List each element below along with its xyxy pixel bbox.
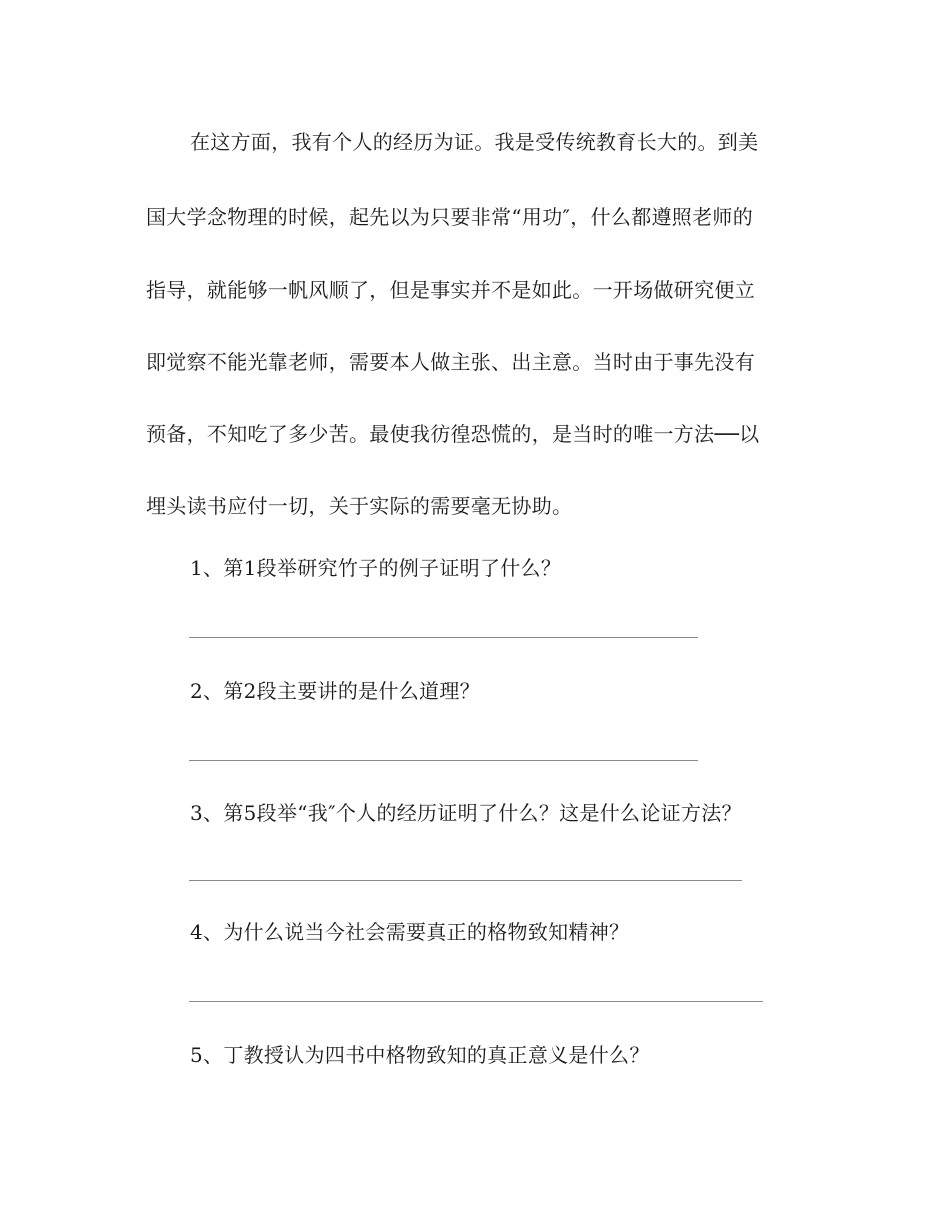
passage-line: 预备，不知吃了多少苦。最使我彷徨恐慌的，是当时的唯一方法──以 <box>146 422 760 446</box>
answer-blank-2[interactable] <box>189 760 698 761</box>
question-4: 4、为什么说当今社会需要真正的格物致知精神？ <box>190 920 630 944</box>
answer-blank-3[interactable] <box>189 880 742 881</box>
passage-line: 埋头读书应付一切，关于实际的需要毫无协助。 <box>146 494 573 518</box>
question-1: 1、第1段举研究竹子的例子证明了什么？ <box>190 556 562 580</box>
question-2: 2、第2段主要讲的是什么道理？ <box>190 679 480 703</box>
answer-blank-1[interactable] <box>189 637 698 638</box>
question-5: 5、丁教授认为四书中格物致知的真正意义是什么？ <box>190 1043 650 1067</box>
passage-line: 即觉察不能光靠老师，需要本人做主张、出主意。当时由于事先没有 <box>146 350 755 374</box>
passage-line: 国大学念物理的时候，起先以为只要非常“用功″，什么都遵照老师的 <box>146 205 753 229</box>
passage-line: 在这方面，我有个人的经历为证。我是受传统教育长大的。到美 <box>190 130 759 154</box>
question-3: 3、第5段举“我″个人的经历证明了什么？这是什么论证方法？ <box>190 801 742 825</box>
passage-line: 指导，就能够一帆风顺了，但是事实并不是如此。一开场做研究便立 <box>146 278 755 302</box>
answer-blank-4[interactable] <box>189 1001 763 1002</box>
